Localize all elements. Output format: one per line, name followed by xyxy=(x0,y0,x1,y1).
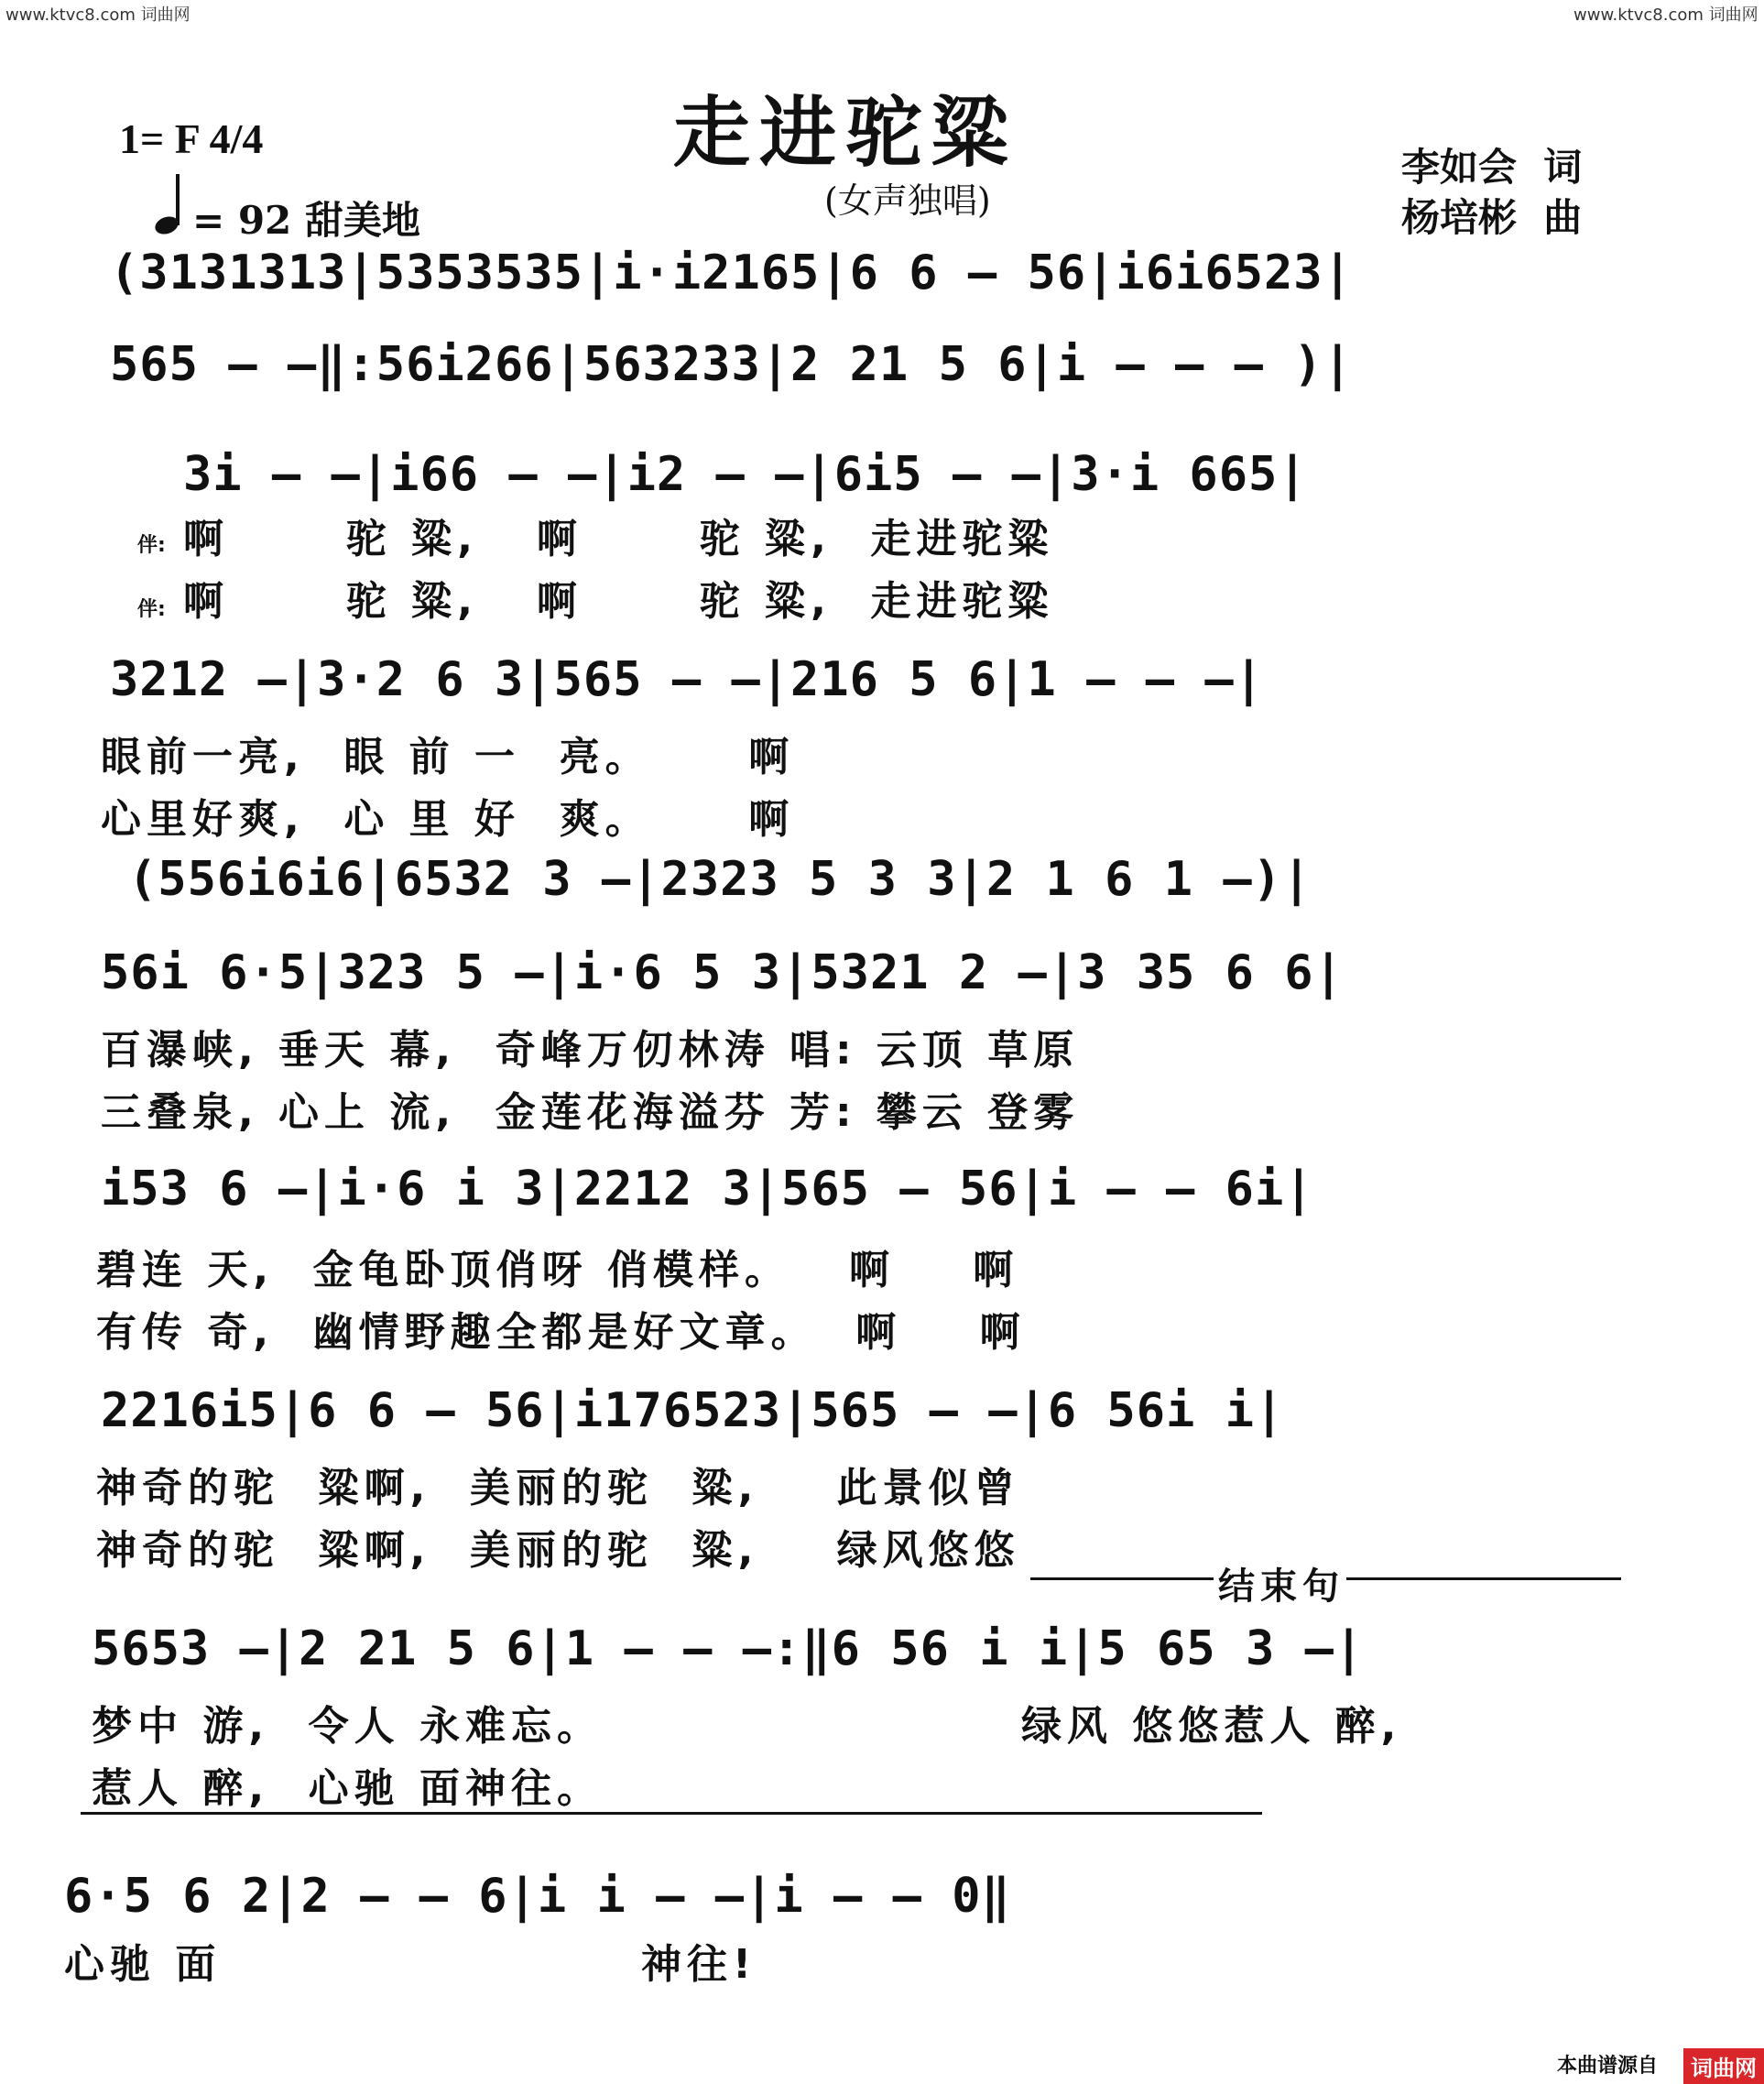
lyric-line-8-verse-1: 神奇的驼 粱啊, 美丽的驼 粱, 此景似曾 xyxy=(96,1465,1020,1511)
lyric-line-3-verse-1: 啊 驼 粱, 啊 驼 粱, 走进驼粱 xyxy=(183,516,1054,562)
lyric-line-6-verse-2: 三叠泉, 心上 流, 金莲花海溢芬 芳: 攀云 登雾 xyxy=(101,1089,1080,1136)
tempo-marking: = 92 甜美地 xyxy=(192,198,420,243)
score-line-2: 565 — —‖:56i266|563233|2 21 5 6|i — — — )| xyxy=(110,337,1353,392)
ending-bracket-line-right xyxy=(1346,1577,1621,1580)
score-line-9: 5653 —|2 21 5 6|1 — — —:‖6 56 i i|5 65 3 —| xyxy=(92,1621,1365,1676)
score-line-10: 6·5 6 2|2 — — 6|i i — —|i — — 0‖ xyxy=(64,1869,1011,1924)
score-line-4: 3212 —|3·2 6 3|565 — —|216 5 6|1 — — —| xyxy=(110,652,1264,707)
lyric-line-10-b: 神往! xyxy=(641,1941,757,1988)
score-line-8: 2216i5|6 6 — 56|i176523|565 — —|6 56i i| xyxy=(101,1383,1285,1438)
ending-divider-line xyxy=(81,1812,1262,1815)
footer-source-text: 本曲谱源自 xyxy=(1557,2055,1659,2078)
lyric-line-3-verse-2: 啊 驼 粱, 啊 驼 粱, 走进驼粱 xyxy=(183,578,1054,625)
footer-logo: 词曲网 xyxy=(1683,2048,1764,2084)
score-line-3: 3i — —|i66 — —|i2 — —|6i5 — —|3·i 665| xyxy=(183,447,1308,502)
score-line-7: i53 6 —|i·6 i 3|2212 3|565 — 56|i — — 6i| xyxy=(101,1162,1314,1217)
lyric-line-4-verse-2: 心里好爽, 心 里 好 爽。 啊 xyxy=(101,796,795,843)
lyric-line-4-verse-1: 眼前一亮, 眼 前 一 亮。 啊 xyxy=(101,734,795,780)
watermark-right: www.ktvc8.com 词曲网 xyxy=(1573,5,1759,25)
lyric-line-9-verse-1b: 绿风 悠悠惹人 醉, xyxy=(1021,1703,1402,1750)
score-line-5: (556i6i6|6532 3 —|2323 5 3 3|2 1 6 1 —)| xyxy=(128,852,1312,907)
accompaniment-mark-1: 伴: xyxy=(137,534,166,557)
composer-credit: 杨培彬 曲 xyxy=(1401,195,1583,240)
lyricist-credit: 李如会 词 xyxy=(1401,145,1583,190)
accompaniment-mark-2: 伴: xyxy=(137,598,166,621)
lyric-line-9-verse-2: 惹人 醉, 心驰 面神往。 xyxy=(92,1765,603,1812)
score-line-1: (3131313|5353535|i·i2165|6 6 — 56|i6i6523| xyxy=(110,245,1353,300)
song-subtitle: (女声独唱) xyxy=(824,180,991,221)
lyric-line-7-verse-1: 碧连 天, 金龟卧顶俏呀 俏模样。 啊 啊 xyxy=(96,1247,1019,1293)
lyric-line-7-verse-2: 有传 奇, 幽情野趣全都是好文章。 啊 啊 xyxy=(96,1309,1026,1356)
lyric-line-6-verse-1: 百瀑峡, 垂天 幕, 奇峰万仞林涛 唱: 云顶 草原 xyxy=(101,1027,1080,1074)
watermark-left: www.ktvc8.com 词曲网 xyxy=(5,5,191,25)
key-signature: 1= F 4/4 xyxy=(119,115,264,162)
quarter-note-icon xyxy=(154,172,191,238)
lyric-line-10-a: 心驰 面 xyxy=(64,1941,222,1988)
song-title: 走进驼粱 xyxy=(673,87,1018,178)
lyric-line-9-verse-1a: 梦中 游, 令人 永难忘。 xyxy=(92,1703,603,1750)
lyric-line-8-verse-2: 神奇的驼 粱啊, 美丽的驼 粱, 绿风悠悠 xyxy=(96,1527,1020,1574)
ending-label: 结束句 xyxy=(1218,1566,1345,1608)
score-line-6: 56i 6·5|323 5 —|i·6 5 3|5321 2 —|3 35 6 6| xyxy=(101,945,1344,1000)
ending-bracket-line-left xyxy=(1030,1577,1214,1580)
